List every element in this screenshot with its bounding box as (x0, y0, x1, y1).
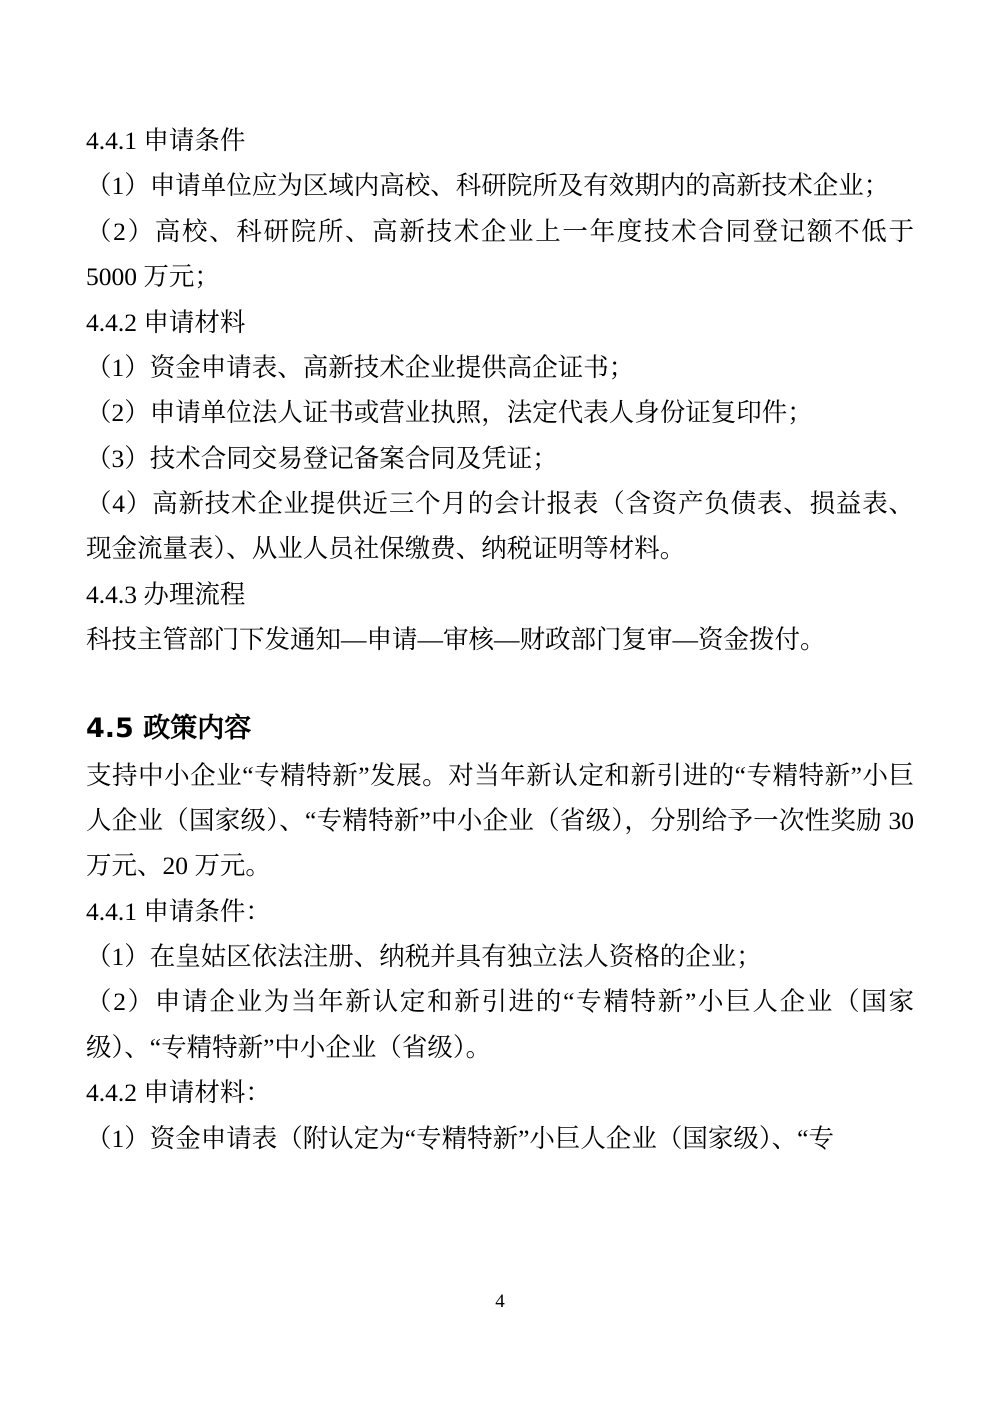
section-heading-4-4-1: 4.4.1 申请条件 (86, 126, 246, 155)
section-heading-4-4-2-second: 4.4.2 申请材料： (86, 1078, 271, 1108)
paragraph-condition-b-1: （1）在皇姑区依法注册、纳税并具有独立法人资格的企业； (86, 942, 762, 972)
paragraph-process: 科技主管部门下发通知—申请—审核—财政部门复审—资金拨付。 (86, 625, 826, 655)
section-heading-4-4-2: 4.4.2 申请材料 (86, 307, 246, 337)
paragraph-condition-b-2: （2）申请企业为当年新认定和新引进的“专精特新”小巨人企业（国家级）、“专精特新”中小企业（省级）。 (86, 987, 914, 1062)
paragraph-material-4: （4）高新技术企业提供近三个月的会计报表（含资产负债表、损益表、现金流量表）、从业人员社保缴费、纳税证明等材料。 (86, 489, 914, 564)
document-body (86, 118, 921, 1161)
paragraph-condition-2: （2）高校、科研院所、高新技术企业上一年度技术合同登记额不低于 5000 万元； (86, 216, 921, 292)
section-spacer (86, 663, 914, 705)
section-heading-4-4-1-second: 4.4.1 申请条件： (86, 896, 271, 926)
section-heading-4-5: 4.5 政策内容 (86, 712, 252, 744)
paragraph-condition-1: （1）申请单位应为区域内高校、科研院所及有效期内的高新技术企业； (86, 171, 890, 201)
paragraph-policy-content: 支持中小企业“专精特新”发展。对当年新认定和新引进的“专精特新”小巨人企业（国家级）、“专精特新”中小企业（省级），分别给予一次性奖励 30 万元、20 万元。 (86, 760, 921, 881)
paragraph-material-2: （2）申请单位法人证书或营业执照，法定代表人身份证复印件； (86, 398, 813, 428)
paragraph-material-b-1: （1）资金申请表（附认定为“专精特新”小巨人企业（国家级）、“专 (86, 1123, 834, 1153)
paragraph-material-3: （3）技术合同交易登记备案合同及凭证； (86, 443, 558, 473)
paragraph-material-1: （1）资金申请表、高新技术企业提供高企证书； (86, 352, 635, 382)
page-number: 4 (495, 1291, 505, 1312)
section-heading-4-4-3: 4.4.3 办理流程 (86, 579, 246, 609)
